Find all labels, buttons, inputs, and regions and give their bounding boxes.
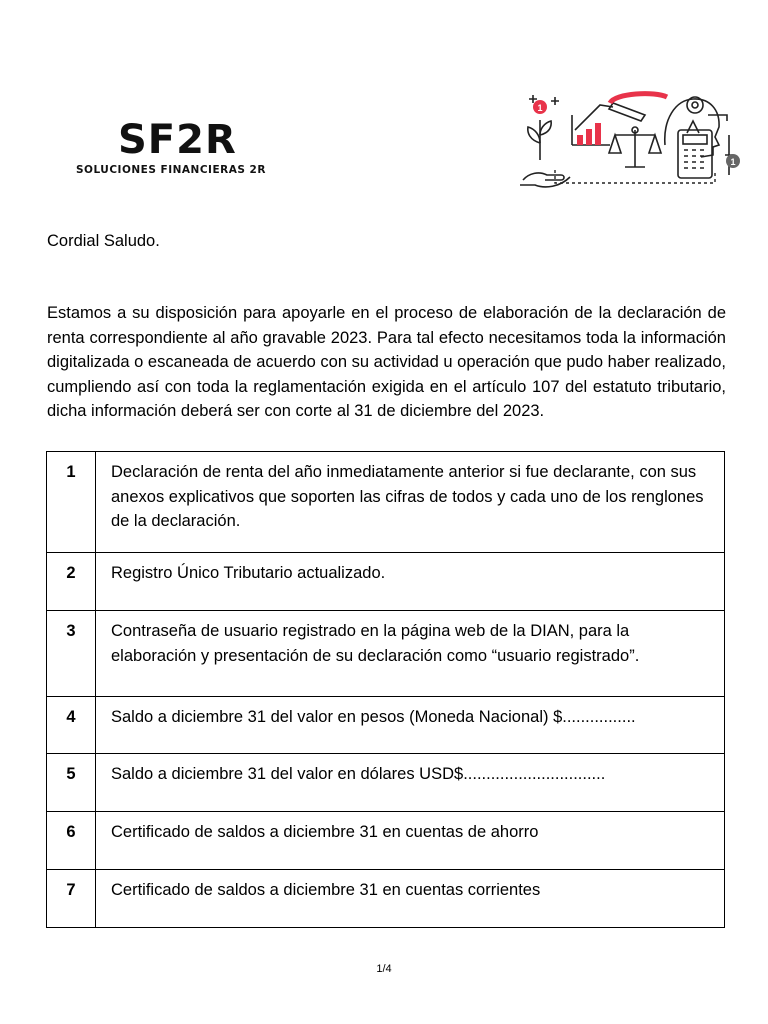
row-text: Registro Único Tributario actualizado. — [96, 553, 725, 611]
table-row — [47, 611, 725, 697]
balance-scale-icon — [609, 127, 661, 167]
row-number: 3 — [47, 611, 96, 697]
logo-subtitle: SOLUCIONES FINANCIERAS 2R — [76, 164, 266, 176]
table-row — [47, 452, 725, 553]
company-logo — [76, 118, 286, 182]
row-text: Certificado de saldos a diciembre 31 en cuentas de ahorro — [96, 812, 725, 870]
requirements-table — [46, 451, 725, 928]
arc-accent — [610, 94, 667, 103]
row-text: Saldo a diciembre 31 del valor en pesos (Moneda Nacional) $................ — [96, 697, 725, 754]
table-row — [47, 754, 725, 812]
bar-chart-icon — [572, 105, 613, 145]
finance-illustration — [515, 85, 740, 195]
badge-one-label: 1 — [537, 103, 543, 113]
table-row — [47, 812, 725, 870]
row-number: 1 — [47, 452, 96, 553]
badge-two-label: 1 — [730, 157, 736, 167]
greeting: Cordial Saludo. — [47, 232, 160, 250]
page-number: 1/4 — [376, 963, 392, 975]
row-text: Saldo a diciembre 31 del valor en dólares USD$............................... — [96, 754, 725, 812]
row-text: Certificado de saldos a diciembre 31 en cuentas corrientes — [96, 870, 725, 928]
row-number: 6 — [47, 812, 96, 870]
pencil-icon — [609, 103, 645, 121]
row-text: Declaración de renta del año inmediatamente anterior si fue declarante, con sus anexos explicativos que soporten las cifras de todos y cada uno de los renglones de la declaración. — [96, 452, 725, 553]
row-number: 7 — [47, 870, 96, 928]
table-row — [47, 553, 725, 611]
row-number: 4 — [47, 697, 96, 754]
table-row — [47, 697, 725, 754]
row-text: Contraseña de usuario registrado en la página web de la DIAN, para la elaboración y presentación de su declaración como “usuario registrado”. — [96, 611, 725, 697]
intro-paragraph: Estamos a su disposición para apoyarle en el proceso de elaboración de la declaración de renta correspondiente al año gravable 2023. Para tal efecto necesitamos toda la información digitalizada o escaneada de acuerdo con su actividad u operación que pudo haber realizado, cumpliendo así con toda la reglamentación exigida en el artículo 107 del estatuto tributario, dicha información deberá ser con corte al 31 de diciembre del 2023. — [47, 304, 726, 420]
head-gears-icon — [665, 97, 727, 157]
row-number: 2 — [47, 553, 96, 611]
logo-mark: SF2R — [118, 117, 237, 163]
table-row — [47, 870, 725, 928]
row-number: 5 — [47, 754, 96, 812]
dotted-connector — [555, 170, 715, 183]
